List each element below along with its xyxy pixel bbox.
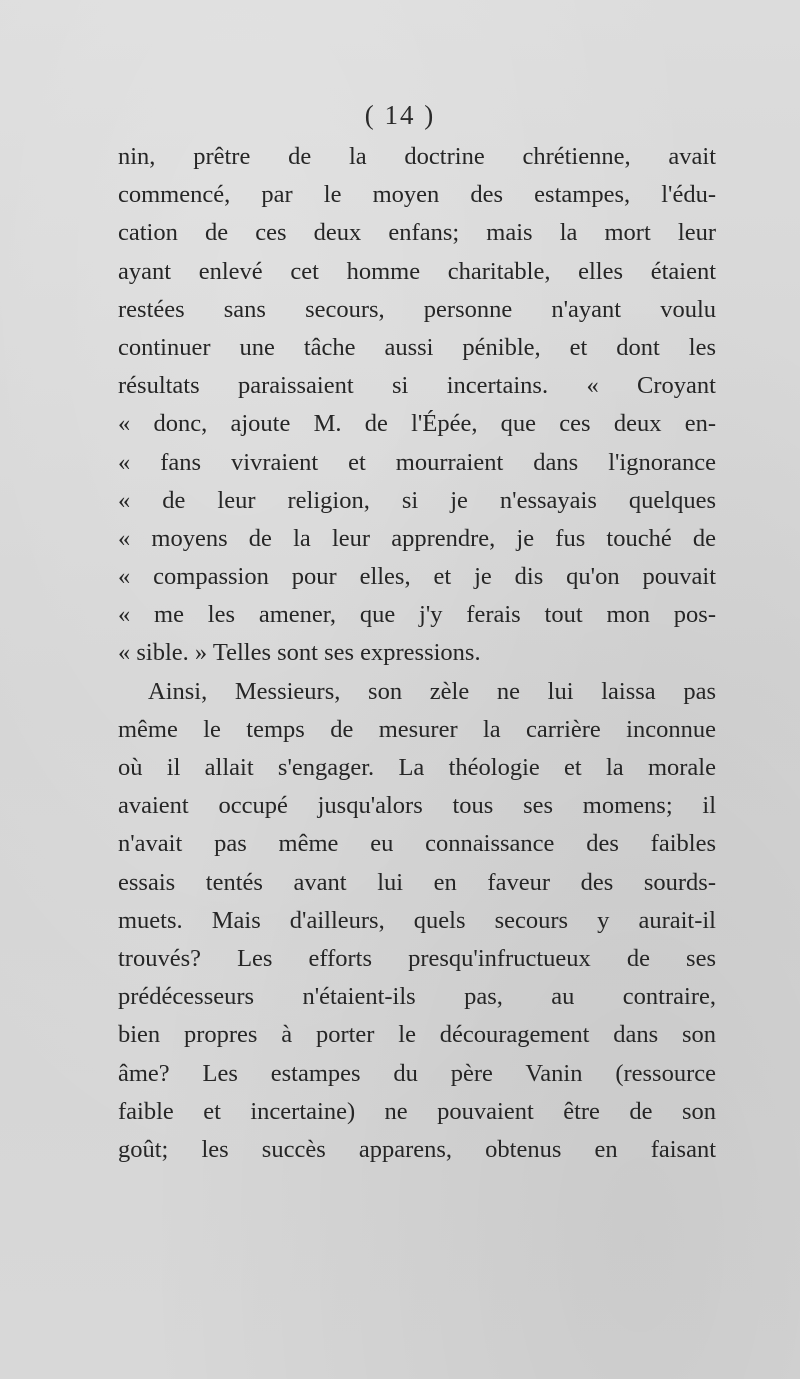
text-line: n'avait pas même eu connaissance des faibles [118,830,716,858]
text-line: commencé, par le moyen des estampes, l'édu- [118,181,716,209]
text-line: « compassion pour elles, et je dis qu'on pouvait [118,563,716,591]
text-line: essais tentés avant lui en faveur des sourds- [118,868,716,896]
text-line: « donc, ajoute M. de l'Épée, que ces deux en- [118,410,716,438]
text-line: même le temps de mesurer la carrière inconnue [118,715,716,743]
text-line: muets. Mais d'ailleurs, quels secours y aurait-il [118,906,716,934]
text-line: cation de ces deux enfans; mais la mort leur [118,219,716,247]
text-line: faible et incertaine) ne pouvaient être de son [118,1097,716,1125]
text-line: « me les amener, que j'y ferais tout mon pos- [118,601,716,629]
text-line: restées sans secours, personne n'ayant voulu [118,295,716,323]
text-line: « sible. » Telles sont ses expressions. [118,639,481,667]
text-line: continuer une tâche aussi pénible, et dont les [118,333,716,361]
paragraph-start-line: Ainsi, Messieurs, son zèle ne lui laissa pas [148,677,716,705]
page-number: ( 14 ) [364,100,436,130]
text-line: trouvés? Les efforts presqu'infructueux de ses [118,944,716,972]
text-line: âme? Les estampes du père Vanin (ressource [118,1059,716,1087]
text-line: résultats paraissaient si incertains. « Croyant [118,372,716,400]
text-line: bien propres à porter le découragement dans son [118,1021,716,1049]
text-line: où il allait s'engager. La théologie et la morale [118,754,716,781]
text-line: « fans vivraient et mourraient dans l'ignorance [118,448,716,476]
text-line: prédécesseurs n'étaient-ils pas, au contraire, [118,983,716,1011]
text-line: ayant enlevé cet homme charitable, elles étaient [118,257,716,285]
text-line: « de leur religion, si je n'essayais quelques [118,486,716,514]
text-line: goût; les succès apparens, obtenus en faisant [118,1135,716,1163]
text-line: nin, prêtre de la doctrine chrétienne, avait [118,143,716,170]
text-line: avaient occupé jusqu'alors tous ses momens; il [118,792,716,820]
text-line: « moyens de la leur apprendre, je fus touché de [118,524,716,552]
body-text [118,138,716,1169]
